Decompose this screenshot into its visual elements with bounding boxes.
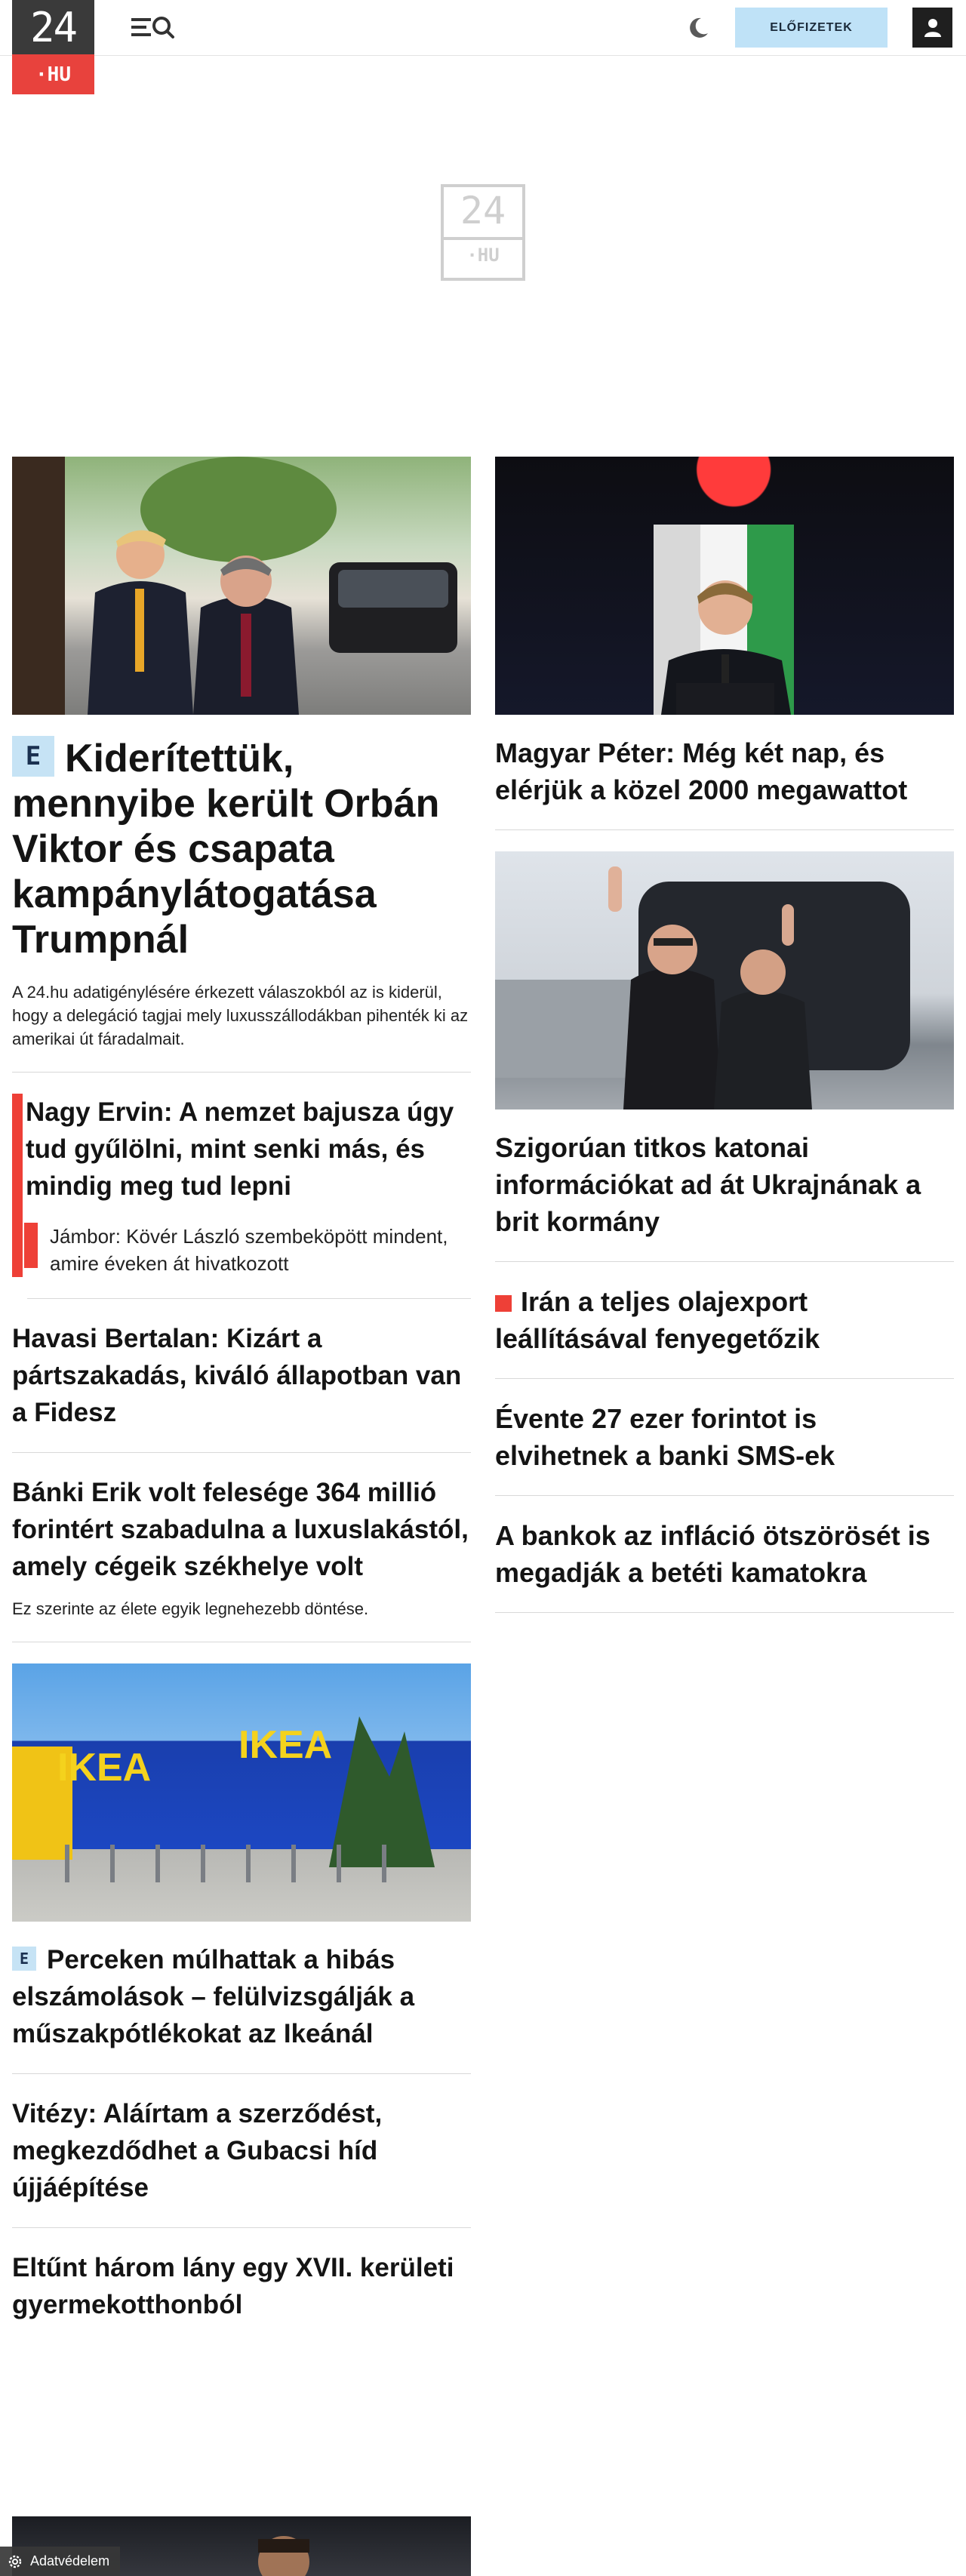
logo-number: 24 [12,0,94,54]
ikea-photo[interactable] [12,1663,471,1922]
article-item [12,1453,471,1620]
article-title[interactable]: Eltűnt három lány egy XVII. kerületi gyermekotthonból [12,2253,454,2320]
article-title[interactable]: Vitézy: Aláírtam a szerződést, megkezdődhet a Gubacsi híd újjáépítése [12,2099,383,2203]
article-title[interactable]: Bánki Erik volt felesége 364 millió forintért szabadulna a luxuslakástól, amely cégeik székhelye volt [12,1478,469,1582]
user-icon[interactable] [912,8,952,48]
article-item [12,2074,471,2206]
article-item [12,2228,471,2323]
opinion-block [12,1073,471,1277]
article-title[interactable] [495,1283,954,1357]
article-title[interactable]: Magyar Péter: Még két nap, és elérjük a közel 2000 megawattot [495,737,908,805]
privacy-label: Adatvédelem [30,2553,110,2568]
opinion-title[interactable]: Nagy Ervin: A nemzet bajusza úgy tud gyűlölni, mint senki más, és mindig meg tud lepni [26,1097,454,1202]
article-item [495,830,954,1240]
moon-icon[interactable] [685,15,711,41]
zelensky-photo[interactable] [495,851,954,1109]
opinion-sub-article[interactable] [24,1223,471,1277]
ikea-sign-right: IKEA [238,1723,333,1768]
explainer-icon: E [12,736,54,777]
subscribe-button[interactable]: ELŐFIZETEK [735,8,888,48]
lead-title-text: Kiderítettük, mennyibe került Orbán Viktor és csapata kampánylátogatása Trumpnál [12,737,440,962]
site-logo[interactable] [12,0,94,94]
lead-article-title[interactable] [12,736,471,962]
site-header [0,0,966,86]
article-item [495,1379,954,1474]
article-title[interactable] [12,1941,471,2052]
explainer-icon: E [12,1947,36,1971]
privacy-settings-button[interactable] [0,2547,120,2576]
logo-domain: ·HU [12,54,94,94]
gear-icon [8,2554,23,2569]
ad-placeholder-logo [441,184,525,281]
article-title[interactable]: Évente 27 ezer forintot is elvihetnek a banki SMS-ek [495,1403,835,1471]
article-desc: Ez szerinte az élete egyik legnehezebb döntése. [12,1599,369,1619]
magyar-peter-photo[interactable] [495,457,954,715]
opinion-accent-bar [12,1094,23,1277]
article-item [12,1299,471,1431]
opinion-sub-text: Jámbor: Kövér László szembeköpött mindent, amire éveken át hivatkozott [50,1225,448,1276]
left-column [12,457,471,2323]
right-column [495,457,954,1613]
article-title-text: Irán a teljes olajexport leállításával fenyegetőzik [495,1286,820,1354]
article-title[interactable]: Havasi Bertalan: Kizárt a pártszakadás, kiváló állapotban van a Fidesz [12,1324,462,1428]
divider [495,1612,954,1613]
article-title[interactable]: Szigorúan titkos katonai információkat ad át Ukrajnának a brit kormány [495,1132,921,1237]
article-title[interactable]: A bankok az infláció ötszörösét is megadják a betéti kamatokra [495,1520,931,1588]
lead-photo[interactable] [12,457,471,715]
sub-accent-bar [24,1223,38,1268]
article-item [12,1642,471,2052]
ad-logo-number: 24 [460,189,506,232]
live-marker-icon [495,1295,512,1312]
article-title-text: Perceken múlhattak a hibás elszámolások – felülvizsgálják a műszakpótlékokat az Ikeánál [12,1945,415,2049]
article-item [495,1262,954,1357]
opinion-box [12,1094,471,1277]
lead-article-desc: A 24.hu adatigénylésére érkezett válaszokból az is kiderül, hogy a delegáció tagjai mely luxusszállodákban pihenték ki az amerikai út fáradalmait. [12,983,469,1049]
article-item [495,1496,954,1591]
ikea-sign-left: IKEA [57,1746,152,1790]
ad-logo-domain: ·HU [466,245,500,266]
menu-search-icon[interactable] [130,14,177,41]
